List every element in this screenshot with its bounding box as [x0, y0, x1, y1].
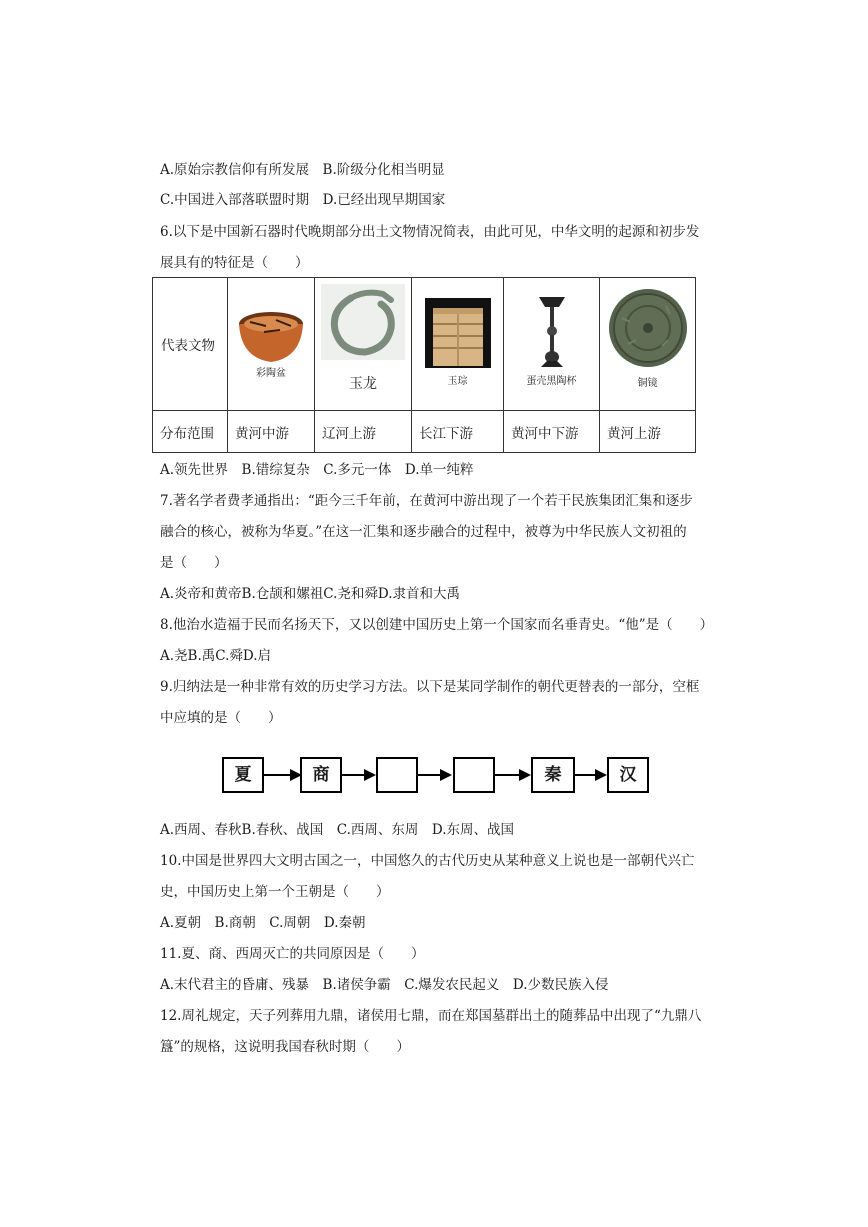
q6-stem-line-1: 6.以下是中国新石器时代晚期部分出土文物情况简表，由此可见，中华文明的起源和初步发 [160, 224, 700, 240]
q9-stem-line-2: 中应填的是（ ） [160, 710, 282, 726]
artifact-caption: 蛋壳黑陶杯 [526, 376, 577, 387]
artifact-cell [412, 278, 504, 411]
q8-options: A.尧B.禹C.舜D.启 [160, 648, 272, 664]
q7-stem-line-2: 融合的核心，被称为华夏。”在这一汇集和逐步融合的过程中，被尊为中华民族人文初祖的 [160, 524, 687, 540]
dynasty-box-shang: 商 [300, 757, 342, 793]
q7-options: A.炎帝和黄帝B.仓颉和嫘祖C.尧和舜D.隶首和大禹 [160, 586, 461, 602]
artifact-caption: 玉琮 [447, 376, 468, 387]
q10-stem-line-1: 10.中国是世界四大文明古国之一，中国悠久的古代历史从某种意义上说也是一部朝代兴亡 [160, 853, 695, 869]
region-cell: 黄河中游 [228, 411, 315, 453]
bronze-mirror-icon [608, 288, 688, 368]
arrow-right-icon [493, 769, 531, 781]
table-row-header-artifacts: 代表文物 [153, 278, 228, 411]
q7-stem-line-3: 是（ ） [160, 555, 228, 571]
artifact-cell [228, 278, 315, 411]
q10-stem-line-2: 史，中国历史上第一个王朝是（ ） [160, 884, 390, 900]
region-cell: 黄河中下游 [504, 411, 600, 453]
artifact-table [152, 277, 696, 453]
region-cell: 黄河上游 [600, 411, 696, 453]
q5-options-line-2: C.中国进入部落联盟时期 D.已经出现早期国家 [160, 192, 446, 208]
q9-options: A.西周、春秋B.春秋、战国 C.西周、东周 D.东周、战国 [160, 822, 515, 838]
q11-options: A.末代君主的昏庸、残暴 B.诸侯争霸 C.爆发农民起义 D.少数民族入侵 [160, 977, 609, 993]
artifact-caption: 玉龙 [349, 376, 377, 392]
jade-cong-icon [425, 298, 491, 368]
dynasty-box-blank-2 [453, 757, 495, 793]
q7-stem-line-1: 7.著名学者费孝通指出：“距今三千年前，在黄河中游出现了一个若干民族集团汇集和逐步 [160, 493, 693, 509]
q6-options: A.领先世界 B.错综复杂 C.多元一体 D.单一纯粹 [160, 462, 474, 478]
jade-dragon-icon [321, 284, 405, 360]
artifact-caption: 彩陶盆 [256, 368, 286, 379]
table-row-header-region: 分布范围 [153, 411, 228, 453]
region-cell: 辽河上游 [315, 411, 412, 453]
q11-stem: 11.夏、商、西周灭亡的共同原因是（ ） [160, 946, 425, 962]
eggshell-black-pottery-cup-icon [537, 295, 567, 369]
dynasty-box-han: 汉 [607, 757, 649, 793]
artifact-cell [600, 278, 696, 411]
arrow-right-icon [573, 769, 607, 781]
dynasty-box-qin: 秦 [531, 757, 575, 793]
arrow-right-icon [340, 769, 376, 781]
artifact-caption: 铜镜 [637, 378, 658, 389]
arrow-right-icon [262, 769, 302, 781]
q6-stem-line-2: 展具有的特征是（ ） [160, 255, 309, 271]
dynasty-box-blank-1 [376, 757, 418, 793]
painted-pottery-basin-icon [236, 308, 306, 368]
q10-options: A.夏朝 B.商朝 C.周朝 D.秦朝 [160, 915, 366, 931]
q5-options-line-1: A.原始宗教信仰有所发展 B.阶级分化相当明显 [160, 162, 445, 178]
q8-stem: 8.他治水造福于民而名扬天下，又以创建中国历史上第一个国家而名垂青史。“他”是（ ） [160, 617, 714, 633]
artifact-cell [315, 278, 412, 411]
q9-stem-line-1: 9.归纳法是一种非常有效的历史学习方法。以下是某同学制作的朝代更替表的一部分，空框 [160, 679, 700, 695]
dynasty-box-xia: 夏 [222, 757, 264, 793]
q12-stem-line-2: 簋”的规格，这说明我国春秋时期（ ） [160, 1039, 410, 1055]
artifact-cell [504, 278, 600, 411]
region-cell: 长江下游 [412, 411, 504, 453]
q12-stem-line-1: 12.周礼规定，天子列葬用九鼎，诸侯用七鼎，而在郑国墓群出土的随葬品中出现了“九鼎八 [160, 1008, 702, 1024]
arrow-right-icon [416, 769, 452, 781]
